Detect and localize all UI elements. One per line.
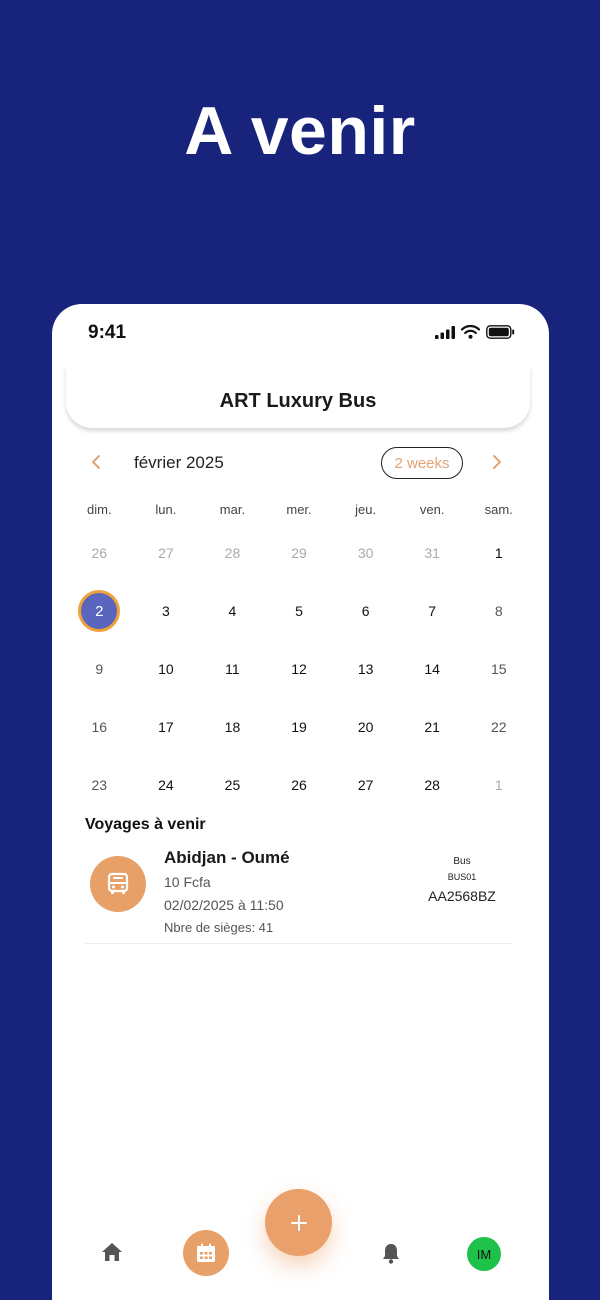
weekday-label: mer. bbox=[286, 501, 312, 517]
calendar-day[interactable]: 20 bbox=[357, 719, 374, 735]
calendar-day[interactable]: 27 bbox=[158, 545, 174, 561]
weekday-label: jeu. bbox=[355, 501, 377, 517]
calendar-day[interactable]: 27 bbox=[357, 777, 374, 793]
calendar-day[interactable]: 8 bbox=[494, 603, 503, 619]
calendar-day[interactable]: 29 bbox=[291, 545, 307, 561]
calendar-week bbox=[66, 524, 532, 582]
calendar-day[interactable]: 5 bbox=[295, 603, 303, 619]
calendar-day[interactable]: 18 bbox=[224, 719, 241, 735]
weekday-label: dim. bbox=[87, 501, 112, 517]
bell-icon[interactable] bbox=[381, 1242, 401, 1269]
month-label: février 2025 bbox=[134, 453, 224, 472]
status-icons bbox=[435, 325, 515, 344]
calendar-day[interactable]: 31 bbox=[424, 545, 440, 561]
user-avatar[interactable]: IM bbox=[467, 1237, 501, 1271]
calendar-day-selected[interactable] bbox=[66, 582, 133, 640]
calendar-icon[interactable] bbox=[183, 1230, 229, 1276]
weekday-label: sam. bbox=[484, 501, 513, 517]
add-button[interactable] bbox=[265, 1189, 332, 1256]
calendar-day[interactable]: 10 bbox=[158, 661, 174, 677]
app-header bbox=[66, 366, 530, 428]
calendar-day[interactable]: 17 bbox=[158, 719, 174, 735]
signal-icon bbox=[435, 326, 455, 344]
trip-seats: Nbre de sièges: 41 bbox=[164, 920, 274, 935]
calendar-day[interactable]: 26 bbox=[291, 777, 307, 793]
calendar-week bbox=[66, 698, 532, 756]
app-title: ART Luxury Bus bbox=[219, 389, 377, 412]
calendar-day[interactable]: 28 bbox=[424, 777, 440, 793]
calendar-week bbox=[66, 582, 532, 640]
calendar-day[interactable]: 14 bbox=[424, 661, 440, 677]
calendar-day[interactable]: 11 bbox=[225, 661, 240, 677]
plus-icon bbox=[289, 1213, 309, 1233]
battery-icon bbox=[486, 325, 515, 344]
selected-day[interactable]: 2 bbox=[78, 590, 120, 632]
section-title: Voyages à venir bbox=[85, 816, 206, 833]
chevron-left-icon[interactable] bbox=[90, 452, 102, 477]
status-bar bbox=[52, 304, 549, 364]
calendar-day[interactable]: 13 bbox=[357, 661, 374, 677]
hero-title: A venir bbox=[184, 93, 416, 169]
calendar-grid bbox=[66, 494, 532, 814]
calendar-day[interactable]: 9 bbox=[95, 661, 104, 677]
status-time: 9:41 bbox=[88, 322, 127, 343]
calendar-day[interactable]: 16 bbox=[91, 719, 108, 735]
calendar-day[interactable]: 6 bbox=[361, 603, 370, 619]
calendar-week bbox=[66, 756, 532, 814]
calendar-day[interactable]: 1 bbox=[494, 545, 503, 561]
bus-info bbox=[417, 856, 507, 904]
bottom-navigation bbox=[52, 1184, 549, 1300]
calendar-day[interactable]: 24 bbox=[158, 777, 174, 793]
trip-price: 10 Fcfa bbox=[164, 874, 211, 890]
weekday-label: lun. bbox=[155, 501, 177, 517]
calendar-day[interactable]: 25 bbox=[224, 777, 241, 793]
phone-frame bbox=[52, 304, 549, 1300]
bus-label: Bus bbox=[453, 856, 471, 867]
view-toggle-button[interactable]: 2 weeks bbox=[381, 447, 463, 479]
calendar-day[interactable]: 21 bbox=[424, 719, 440, 735]
calendar-day[interactable]: 23 bbox=[91, 777, 108, 793]
wifi-icon bbox=[461, 325, 480, 344]
calendar-day[interactable]: 15 bbox=[490, 661, 507, 677]
weekday-label: mar. bbox=[219, 501, 246, 517]
calendar-day[interactable]: 3 bbox=[161, 603, 170, 619]
trip-datetime: 02/02/2025 à 11:50 bbox=[164, 897, 284, 913]
calendar-week bbox=[66, 640, 532, 698]
calendar-navigation bbox=[52, 444, 549, 484]
bus-icon bbox=[90, 856, 146, 912]
weekday-header bbox=[66, 494, 532, 524]
calendar-day[interactable]: 30 bbox=[357, 545, 374, 561]
bus-code: BUS01 bbox=[447, 872, 477, 882]
home-icon[interactable] bbox=[101, 1242, 123, 1267]
calendar-day[interactable]: 19 bbox=[291, 719, 307, 735]
calendar-day[interactable]: 1 bbox=[494, 777, 503, 793]
calendar-day[interactable]: 12 bbox=[291, 661, 307, 677]
calendar-day[interactable]: 7 bbox=[428, 603, 437, 619]
weekday-label: ven. bbox=[419, 501, 445, 517]
calendar-day[interactable]: 28 bbox=[224, 545, 241, 561]
calendar-day[interactable]: 26 bbox=[91, 545, 108, 561]
bus-plate: AA2568BZ bbox=[428, 888, 496, 904]
calendar-day[interactable]: 22 bbox=[490, 719, 507, 735]
trip-route: Abidjan - Oumé bbox=[164, 848, 290, 867]
chevron-right-icon[interactable] bbox=[491, 452, 503, 477]
trip-card[interactable] bbox=[85, 842, 513, 944]
calendar-day[interactable]: 4 bbox=[228, 603, 237, 619]
